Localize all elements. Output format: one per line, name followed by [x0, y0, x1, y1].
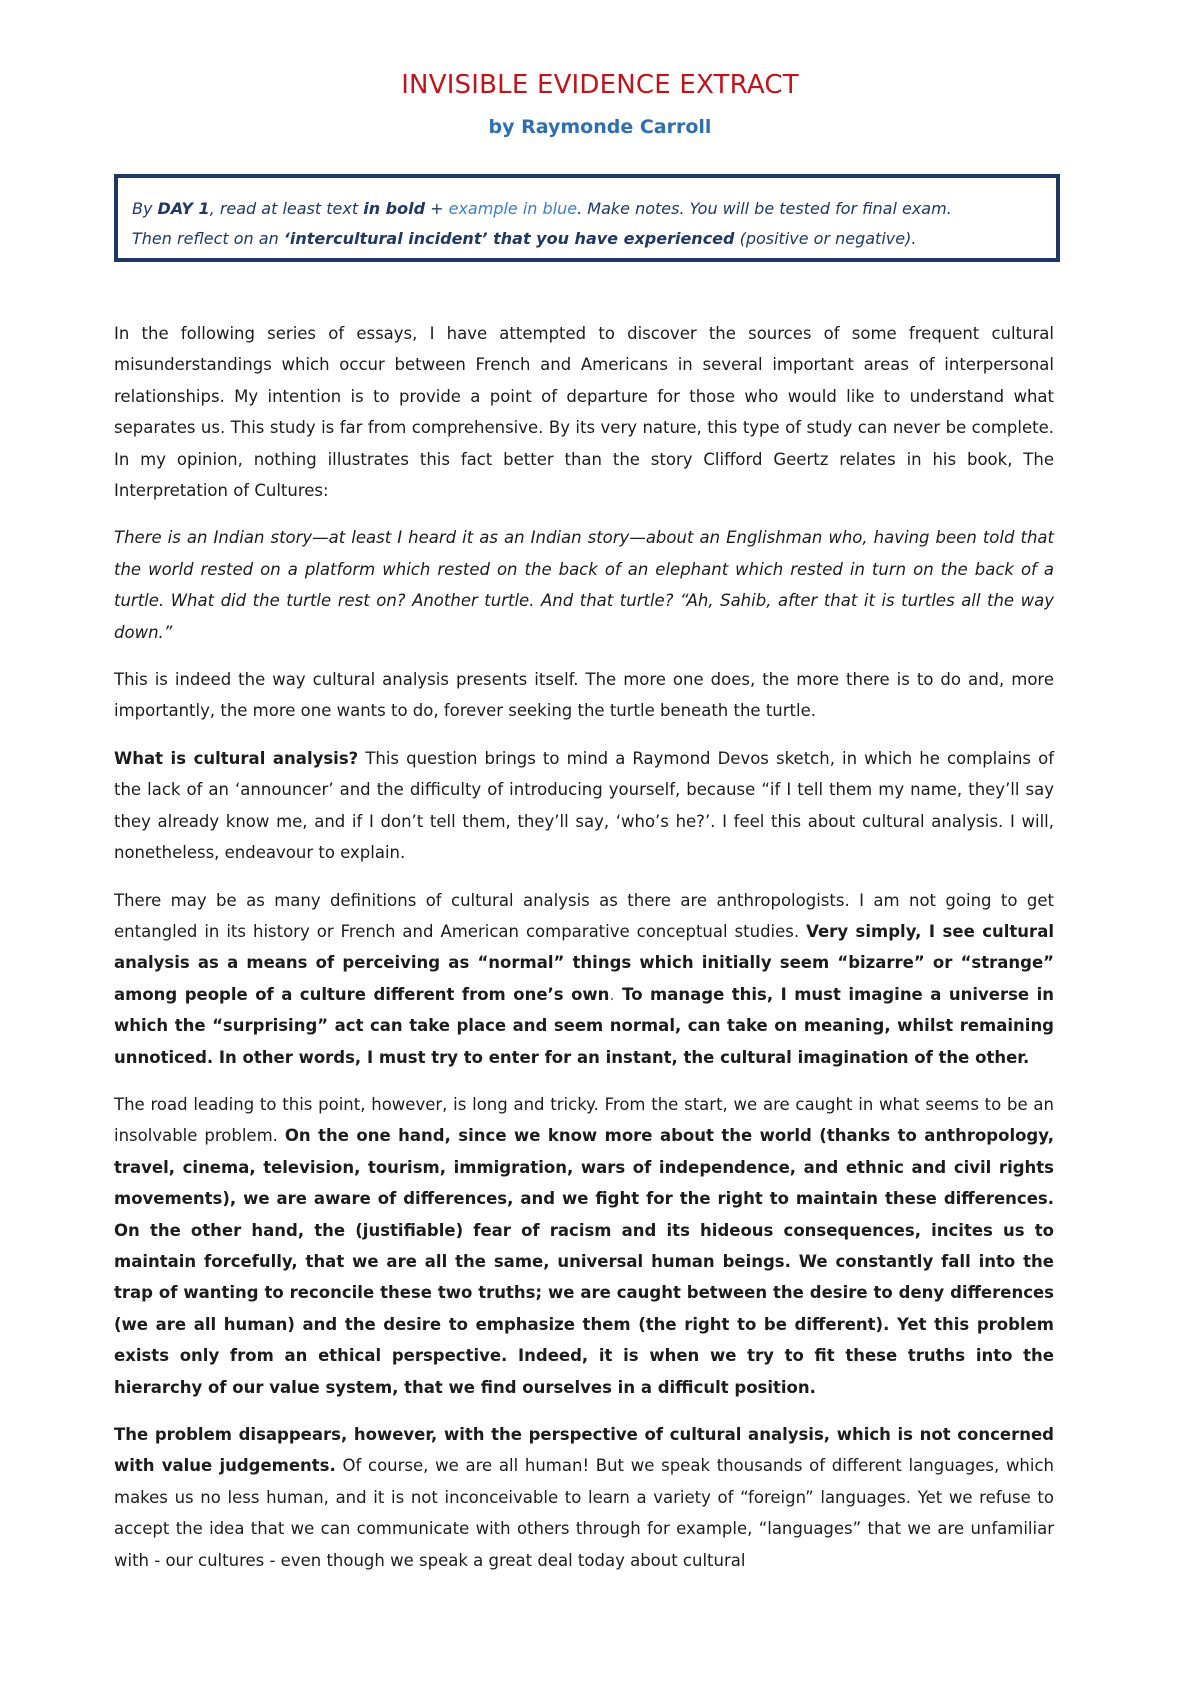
note-day: DAY 1: [157, 199, 210, 218]
paragraph-what-is: [114, 743, 1054, 869]
note-in-bold: in bold: [363, 199, 426, 218]
note-plus: +: [425, 199, 449, 218]
p4-bold: What is cultural analysis?: [114, 748, 359, 768]
instruction-box: [114, 174, 1060, 262]
note-read: , read at least text: [209, 199, 364, 218]
note-example: example in blue: [448, 199, 578, 218]
document-author: by Raymonde Carroll: [488, 116, 712, 138]
p4-rest: This question brings to mind a Raymond Devos sketch, in which he complains of the lack of an ‘announcer’ and the difficulty of introducing yourself, because “if I tell them my name, they’ll say they already know me, and if I don’t tell them, they’ll say, ‘who’s he?’. I feel this about cultural analysis. I will, nonetheless, endeavour to explain.: [114, 748, 1054, 863]
paragraph-intro: In the following series of essays, I have attempted to discover the sources of some frequent cultural misunderstandings which occur between French and Americans in several important areas of interpersonal relationships. My intention is to provide a point of departure for those who would like to understand what separates us. This study is far from comprehensive. By its very nature, this type of study can never be complete. In my opinion, nothing illustrates this fact better than the story Clifford Geertz relates in his book, The Interpretation of Cultures:: [114, 324, 1054, 501]
paragraph-quote: There is an Indian story—at least I heard it as an Indian story—about an Englishman who, having been told that the world rested on a platform which rested on the back of an elephant which rested in turn on the back of a turtle. What did the turtle rest on? Another turtle. And that turtle? “Ah, Sahib, after that it is turtles all the way down.”: [114, 528, 1054, 642]
paragraph-road: [114, 1089, 1054, 1403]
p6-start: The road leading to this point, however, is long and tricky. From the start, we are caught in what seems to be an insolvable problem.: [114, 1094, 1054, 1146]
document-title: INVISIBLE EVIDENCE EXTRACT: [401, 70, 799, 100]
p5-start: There may be as many definitions of cultural analysis as there are anthropologists. I am not going to get entangled in its history or French and American comparative conceptual studies.: [114, 890, 1054, 941]
paragraph-turtle: This is indeed the way cultural analysis presents itself. The more one does, the more there is to do and, more importantly, the more one wants to do, forever seeking the turtle beneath the turtle.: [114, 670, 1054, 721]
essay-body: [114, 318, 1054, 1592]
p5-dot: .: [609, 984, 615, 1004]
p5-bold2: To manage this, I must imagine a universe in which the “surprising” act can take place and seem normal, can take on meaning, whilst remaining unnoticed. In other words, I must try to enter for an instant, the cultural imagination of the other.: [114, 984, 1054, 1067]
p6-bold: On the one hand, since we know more about the world (thanks to anthropology, travel, cinema, television, tourism, immigration, wars of independence, and ethnic and civil rights movements), we are aware of differences, and we fight for the right to maintain these differences. On the other hand, the (justifiable) fear of racism and its hideous consequences, incites us to maintain forcefully, that we are all the same, universal human beings. We constantly fall into the trap of wanting to reconcile these two truths; we are caught between the desire to deny differences (we are all human) and the desire to emphasize them (the right to be different). Yet this problem exists only from an ethical perspective. Indeed, it is when we try to fit these truths into the hierarchy of our value system, that we find ourselves in a difficult position.: [114, 1126, 1054, 1397]
note-rest: . Make notes. You will be tested for final exam.: [577, 199, 952, 218]
p7-rest: Of course, we are all human! But we speak thousands of different languages, which makes us no less human, and it is not inconceivable to learn a variety of “foreign” languages. Yet we refuse to accept the idea that we can communicate with others through for example, “languages” that we are unfamiliar with - our cultures - even though we speak a great deal today about cultural: [114, 1456, 1055, 1570]
paragraph-problem: [114, 1419, 1054, 1576]
note-by: By: [132, 199, 158, 218]
p7-bold: The problem disappears, however, with the perspective of cultural analysis, which is not concerned with value judgements.: [114, 1425, 1054, 1476]
note-incident: ‘intercultural incident’ that you have experienced: [283, 229, 735, 248]
paragraph-definitions: [114, 885, 1054, 1073]
p5-bold1: Very simply, I see cultural analysis as a means of perceiving as “normal” things which initially seem “bizarre” or “strange” among people of a culture different from one’s own: [114, 921, 1054, 1004]
note-line2-start: Then reflect on an: [132, 229, 284, 248]
note-line2-end: (positive or negative).: [734, 229, 917, 248]
